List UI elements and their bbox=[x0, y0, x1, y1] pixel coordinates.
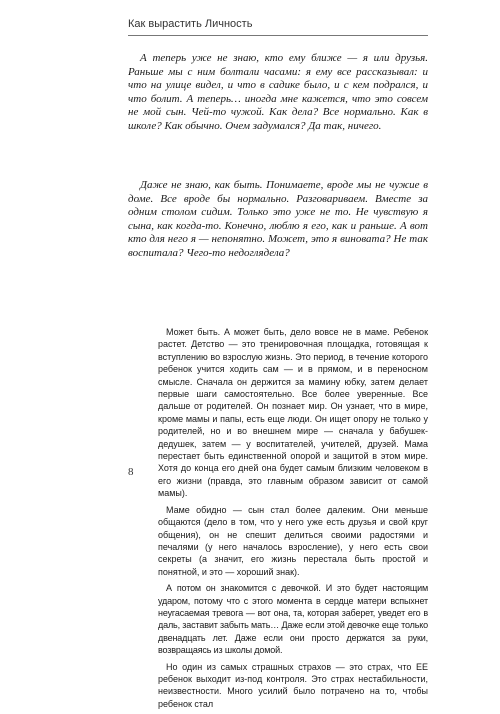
body-paragraph: А потом он знакомится с девочкой. И это будет настоящим ударом, потому что с этого момента в сердце матери вспыхнет неугасаемая тревога — вот она, та, которая заберет, уведет его в даль, заставит забыть мать… Даже если этой девочке еще только двенадцать лет. Даже если они просто держатся за руки, возвращаясь из школы домой. bbox=[158, 583, 428, 656]
body-paragraph: Но один из самых страшных страхов — это страх, что ЕЕ ребенок выходит из-под контроля. Это страх нестабильности, неизвестности. Много усилий было потрачено на то, чтобы ребенок стал bbox=[158, 661, 428, 709]
body-text bbox=[158, 326, 428, 714]
body-paragraph: Может быть. А может быть, дело вовсе не в маме. Ребенок растет. Детство — это тренировочная площадка, готовящая к вступлению во взрослую жизнь. Это период, в течение которого ребенок учится ходить сам — и в прямом, и в переносном смысле. Сначала он держится за мамину юбку, затем делает первые шаги самостоятельно. Все более уверенные. Все дальше от родителей. Он познает мир. Он узнает, что в мире, кроме мамы и папы, есть еще люди. Он ищет опору не только у родителей, но и во внешнем мире — сначала у бабушек-дедушек, затем — у воспитателей, учителей, друзей. Мама перестает быть единственной опорой и защитой в этом мире. Хотя до конца его дней она будет самым близким человеком в его жизни (правда, это главным образом зависит от самой мамы). bbox=[158, 327, 428, 499]
header-rule bbox=[128, 35, 428, 36]
running-title: Как вырастить Личность bbox=[128, 18, 253, 30]
italic-quote-2: Даже не знаю, как быть. Понимаете, вроде мы не чужие в доме. Все вроде бы нормально. Разговариваем. Вместе за одним столом сидим. Только это уже не то. Не чувствую я сына, как когда-то. Конечно, люблю я его, как и раньше. А вот кто для него я — непонятно. Может, это я виновата? Не так воспитала? Чего-то недоглядела? bbox=[128, 179, 428, 259]
italic-quote-1: А теперь уже не знаю, кто ему ближе — я или друзья. Раньше мы с ним болтали часами: я ему все рассказывал: и что на улице видел, и что в садике было, и с кем подрался, и что болит. А теперь… иногда мне кажется, что это совсем не мой сын. Чей-то чужой. Как дела? Все нормально. Как в школе? Как обычно. Очем задумался? Да так, ничего. bbox=[128, 52, 428, 132]
page-number: 8 bbox=[128, 466, 134, 478]
body-paragraph: Маме обидно — сын стал более далеким. Они меньше общаются (дело в том, что у него уже есть друзья и свой круг общения), он не спешит делиться своими радостями и печалями (у него началось взросление), у него есть свои секреты (а значит, его жизнь перестала быть простой и понятной, и это — хороший знак). bbox=[158, 504, 428, 577]
